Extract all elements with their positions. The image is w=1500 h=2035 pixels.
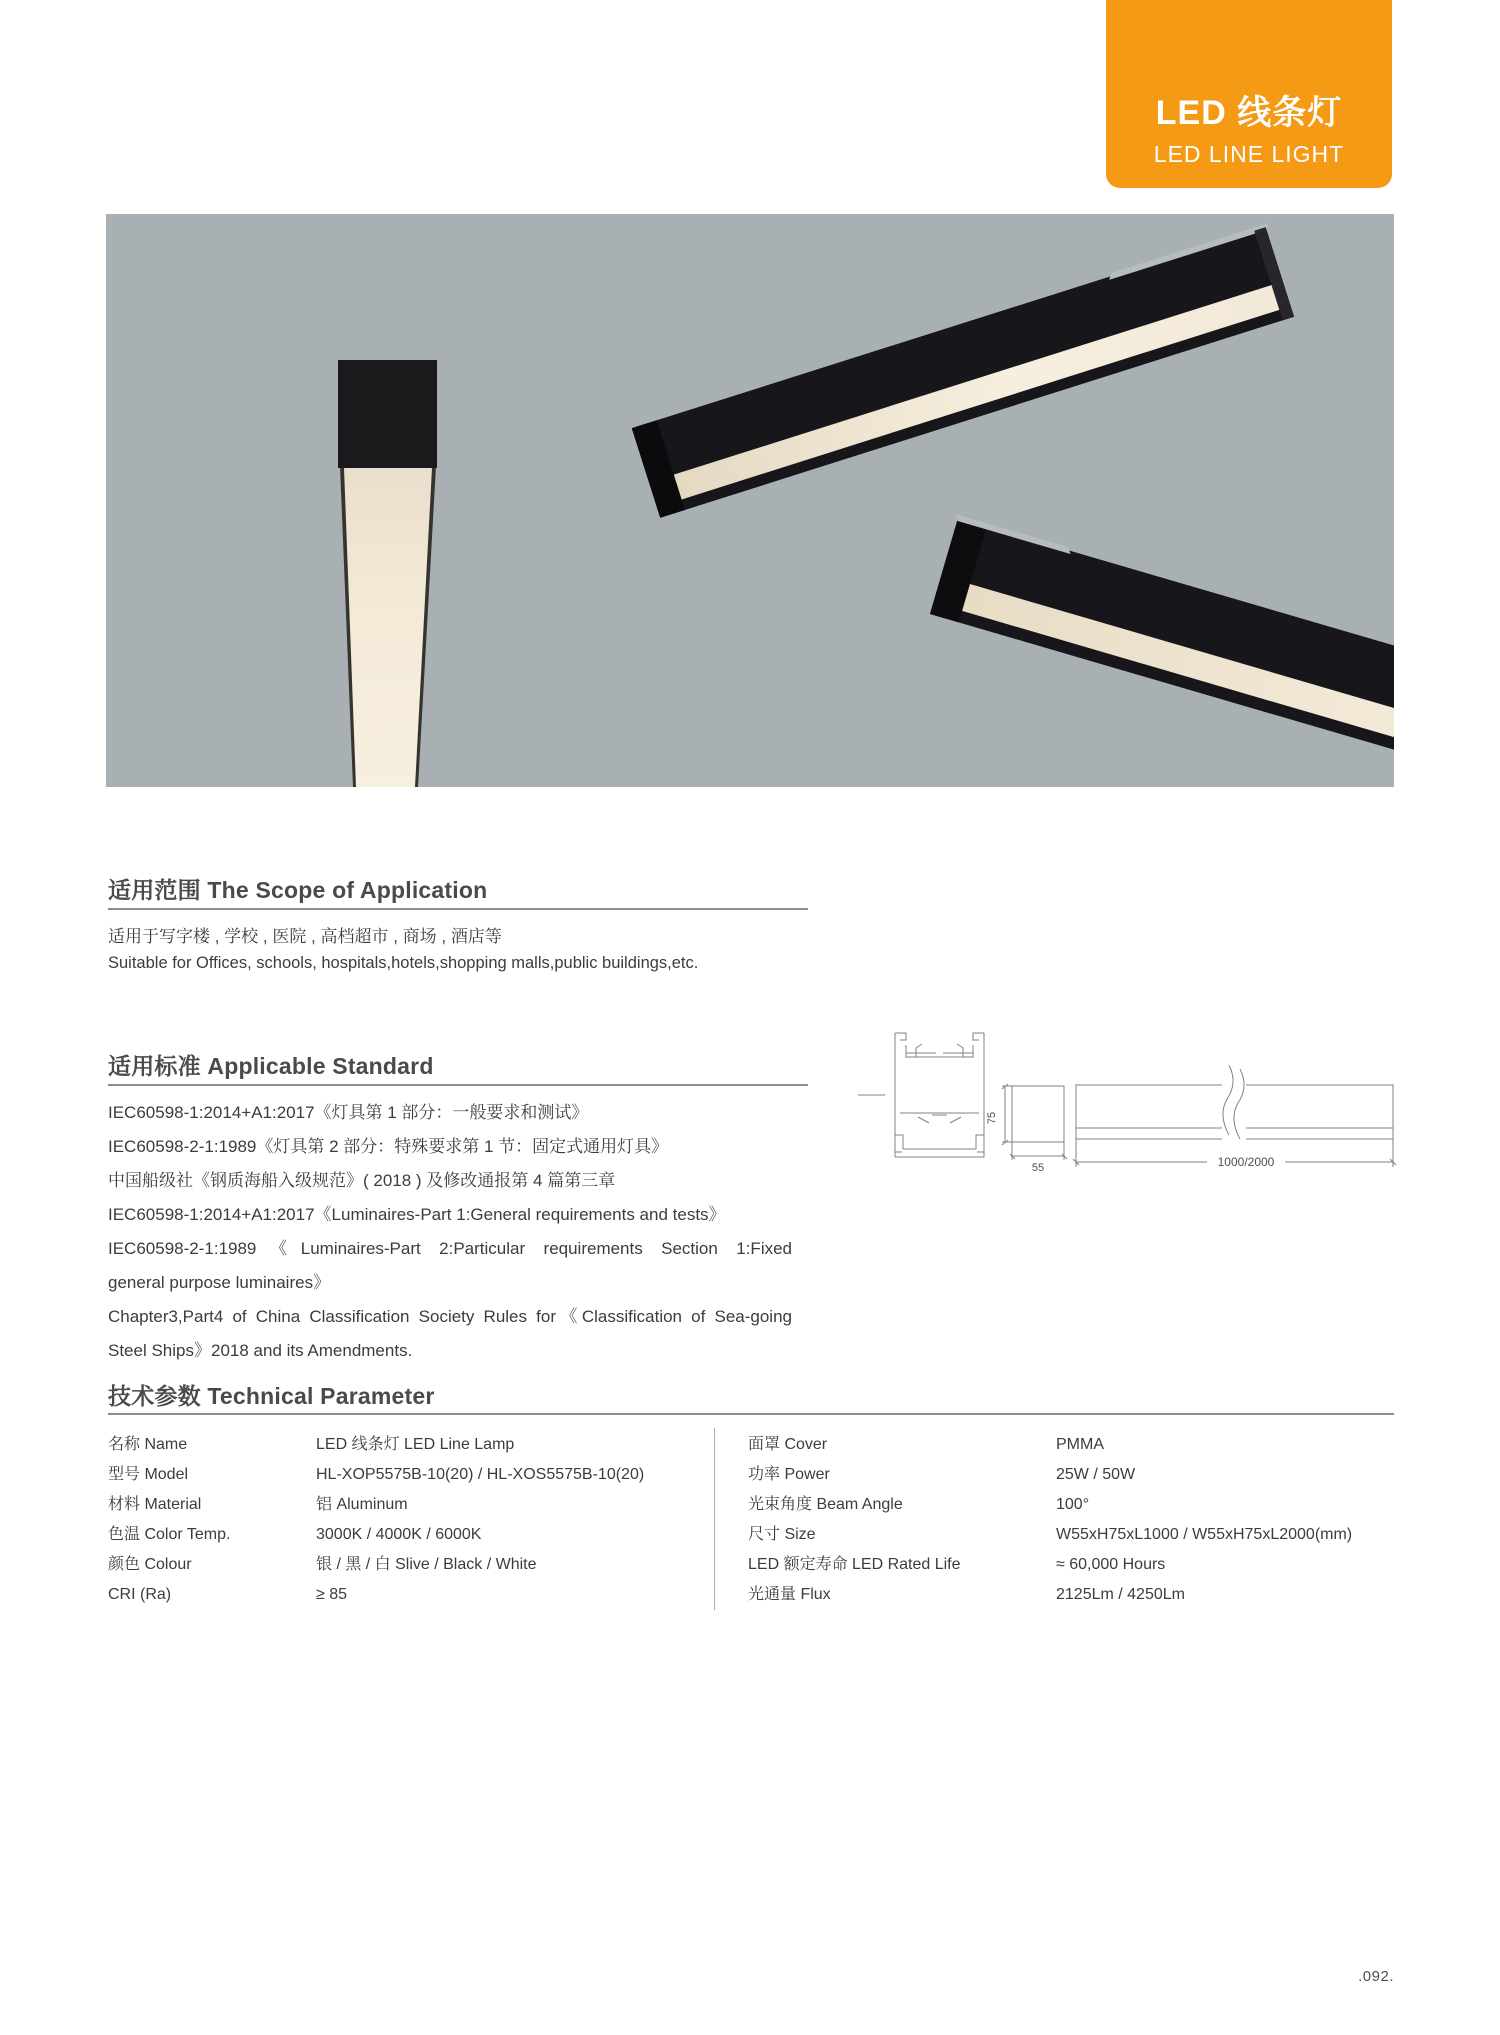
standard-line: Chapter3,Part4 of China Classification Society Rules for《Classification of Sea-going (108, 1307, 792, 1326)
param-label: CRI (Ra) (108, 1586, 172, 1603)
table-row (108, 1490, 708, 1520)
param-value: W55xH75xL1000 / W55xH75xL2000(mm) (1056, 1526, 1353, 1543)
page-number: .092. (1358, 1968, 1394, 1985)
table-row (108, 1580, 708, 1610)
parameter-underline (108, 1413, 1394, 1415)
table-row (108, 1460, 708, 1490)
param-label: 型号 Model (108, 1466, 189, 1483)
parameter-table-left (108, 1430, 708, 1610)
dim-width-label: 55 (1031, 1162, 1045, 1174)
param-value: ≥ 85 (316, 1586, 348, 1603)
param-value: 2125Lm / 4250Lm (1056, 1586, 1185, 1603)
scope-heading: 适用范围 The Scope of Application (108, 877, 488, 903)
standard-line: 中国船级社《钢质海船入级规范》( 2018 ) 及修改通报第 4 篇第三章 (108, 1171, 616, 1190)
param-value: 铝 Aluminum (316, 1496, 408, 1513)
lamp-light-strip (962, 584, 1394, 762)
param-label: 色温 Color Temp. (108, 1526, 231, 1543)
standard-lines (108, 1096, 792, 1368)
param-label: 光束角度 Beam Angle (748, 1496, 903, 1513)
table-row (748, 1490, 1396, 1520)
lower-diagonal-lamp (930, 518, 1394, 774)
table-row (108, 1520, 708, 1550)
param-label: 颜色 Colour (108, 1556, 192, 1573)
dimension-drawing (855, 1015, 1400, 1180)
param-label: 光通量 Flux (748, 1586, 831, 1603)
table-row (748, 1580, 1396, 1610)
param-label: 名称 Name (108, 1436, 188, 1453)
lamp-light-strip (674, 284, 1283, 500)
lamp-end-cap (632, 420, 685, 517)
scope-text-zh: 适用于写字楼 , 学校 , 医院 , 高档超市 , 商场 , 酒店等 (108, 927, 502, 946)
standard-heading: 适用标准 Applicable Standard (108, 1053, 434, 1079)
table-row (748, 1520, 1396, 1550)
param-value: PMMA (1056, 1436, 1104, 1453)
param-label: 尺寸 Size (748, 1526, 816, 1543)
param-value: 25W / 50W (1056, 1466, 1136, 1483)
param-label: 功率 Power (748, 1466, 830, 1483)
dim-height-label: 75 (986, 1111, 998, 1125)
standard-line: Steel Ships》2018 and its Amendments. (108, 1341, 413, 1360)
parameter-heading: 技术参数 Technical Parameter (108, 1383, 435, 1409)
banner-title-zh: LED 线条灯 (1155, 94, 1343, 132)
table-row (108, 1550, 708, 1580)
table-row (748, 1460, 1396, 1490)
end-view-rect (1012, 1086, 1064, 1142)
banner-title-en: LED LINE LIGHT (1153, 141, 1345, 167)
table-row (748, 1550, 1396, 1580)
param-value: HL-XOP5575B-10(20) / HL-XOS5575B-10(20) (316, 1466, 645, 1483)
standard-line: general purpose luminaires》 (108, 1273, 331, 1292)
vertical-lamp-body (338, 360, 437, 468)
param-label: 面罩 Cover (748, 1436, 828, 1453)
lamp-top-highlight (1109, 223, 1268, 280)
standard-line: IEC60598-2-1:1989《Luminaires-Part 2:Particular requirements Section 1:Fixed (108, 1239, 792, 1258)
param-value: 100° (1056, 1496, 1090, 1513)
scope-text-en: Suitable for Offices, schools, hospitals,hotels,shopping malls,public buildings,etc. (108, 954, 699, 972)
standard-underline (108, 1084, 808, 1086)
scope-underline (108, 908, 808, 910)
standard-line: IEC60598-1:2014+A1:2017《灯具第 1 部分：一般要求和测试》 (108, 1103, 589, 1122)
standard-line: IEC60598-2-1:1989《灯具第 2 部分：特殊要求第 1 节：固定式通用灯具》 (108, 1137, 669, 1156)
standard-line: IEC60598-1:2014+A1:2017《Luminaires-Part 1:General requirements and tests》 (108, 1205, 726, 1224)
table-row (108, 1430, 708, 1460)
param-value: 银 / 黑 / 白 Slive / Black / White (316, 1556, 537, 1573)
param-label: 材料 Material (108, 1496, 202, 1513)
param-value: 3000K / 4000K / 6000K (316, 1526, 482, 1543)
param-value: LED 线条灯 LED Line Lamp (316, 1436, 515, 1453)
dimension-drawing-svg (855, 1015, 1400, 1180)
product-photo (106, 214, 1394, 787)
upper-diagonal-lamp (632, 227, 1294, 518)
parameter-table-divider (714, 1428, 715, 1610)
product-category-banner (1106, 0, 1392, 188)
dim-length-label: 1000/2000 (1217, 1155, 1275, 1169)
parameter-table-right (748, 1430, 1396, 1610)
param-value: ≈ 60,000 Hours (1056, 1556, 1166, 1573)
profile-cross-section (895, 1033, 984, 1157)
param-label: LED 额定寿命 LED Rated Life (748, 1556, 961, 1573)
table-row (748, 1430, 1396, 1460)
